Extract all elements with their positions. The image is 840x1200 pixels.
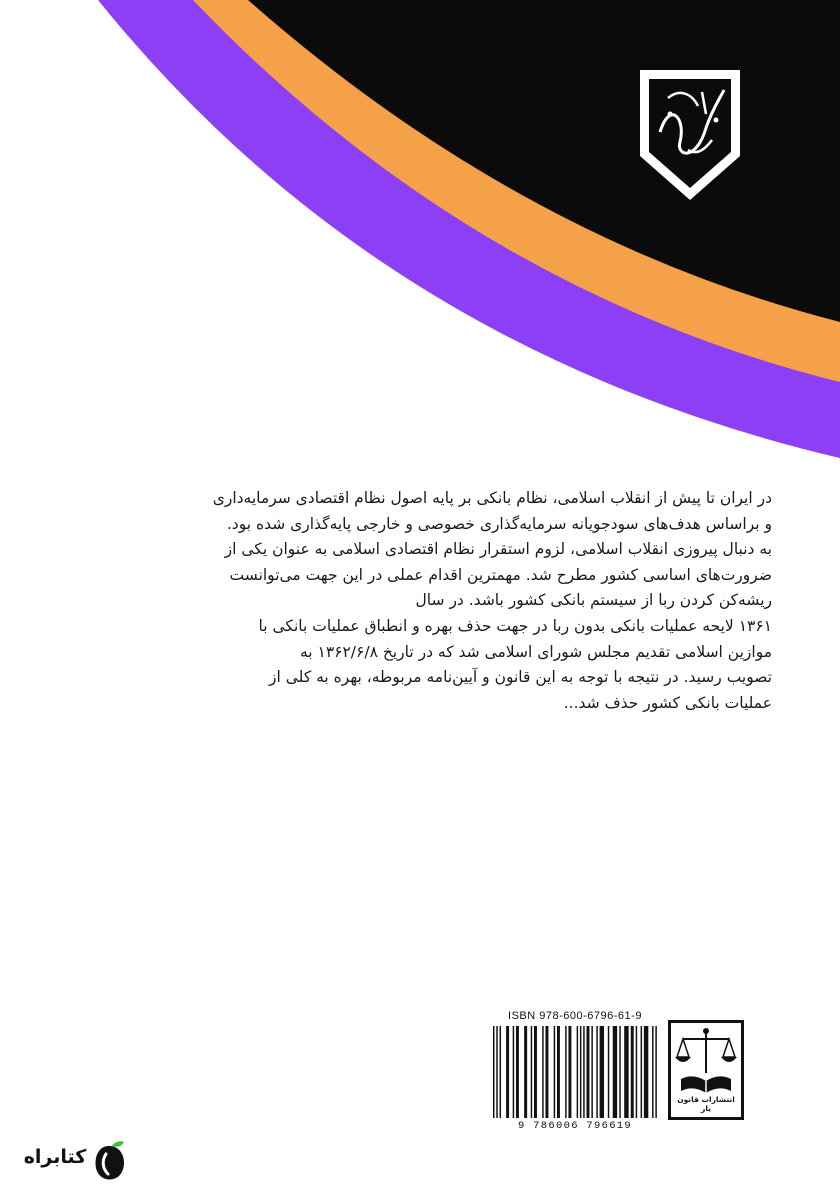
barcode-bar [624,1026,628,1118]
barcode [492,1026,658,1120]
barcode-bar [652,1026,653,1118]
publisher-logo [668,1020,744,1120]
barcode-bar [493,1026,494,1118]
barcode-bar [580,1026,581,1118]
barcode-bar [591,1026,592,1118]
barcode-bar [545,1026,548,1118]
isbn-barcode-block [484,1010,664,1138]
barcode-bar [534,1026,537,1118]
isbn-label: ISBN 978-600-6796-61-9 [508,1010,642,1022]
barcode-bar [557,1026,560,1118]
blurb-line: و براساس هدف‌های سودجویانه سرمایه‌گذاری خصوصی و خارجی پایه‌گذاری شده بود. [226,514,772,533]
barcode-bar [496,1026,497,1118]
barcode-digits: 9 786006 796619 [517,1120,632,1132]
store-logo [18,1138,130,1184]
barcode-bar [619,1026,620,1118]
barcode-bar [655,1026,656,1118]
barcode-bar [631,1026,634,1118]
blurb-line: ضرورت‌های اساسی کشور مطرح شد. مهمترین اقدام عملی در این جهت می‌توانست [229,565,772,584]
blurb-line: تصویب رسید. در نتیجه با توجه به این قانون و آیین‌نامه مربوطه، بهره به کلی از [269,668,772,687]
barcode-bar [636,1026,637,1118]
barcode-bar [586,1026,589,1118]
barcode-bar [506,1026,509,1118]
barcode-bar [596,1026,597,1118]
barcode-bar [554,1026,555,1118]
blurb-line: ۱۳۶۱ لایحه عملیات بانکی بدون ربا در جهت حذف بهره و انطباق عملیات بانکی با [258,616,772,635]
barcode-bar [500,1026,501,1118]
ketabrah-leaf-icon [92,1140,126,1182]
back-cover-blurb [62,486,772,716]
barcode-bar [608,1026,609,1118]
barcode-bar [644,1026,648,1118]
blurb-line: موازین اسلامی تقدیم مجلس شورای اسلامی شد که در تاریخ ۱۳۶۲/۶/۸ به [299,642,772,661]
barcode-bar [613,1026,617,1118]
barcode-bar [513,1026,514,1118]
barcode-bar [524,1026,527,1118]
barcode-bar [577,1026,578,1118]
publisher-name: انتشارات قانون یار [677,1095,735,1113]
barcode-bar [641,1026,642,1118]
barcode-bar [542,1026,543,1118]
barcode-bar [568,1026,571,1118]
barcode-bar [531,1026,532,1118]
blurb-line: در ایران تا پیش از انقلاب اسلامی، نظام بانکی بر پایه اصول نظام اقتصادی سرمایه‌داری [212,489,772,507]
blurb-line: ریشه‌کن کردن ربا از سیستم بانکی کشور باشد. در سال [415,591,772,610]
scales-of-justice-book-icon [671,1023,741,1103]
barcode-bar [600,1026,604,1118]
barcode-bar [516,1026,519,1118]
barcode-bar [583,1026,584,1118]
blurb-line: به دنبال پیروزی انقلاب اسلامی، لزوم استقرار نظام اقتصادی اسلامی به عنوان یکی از [224,540,772,559]
store-name: کتابراه [23,1146,87,1168]
barcode-bar [565,1026,566,1118]
blurb-line: عملیات بانکی کشور حذف شد... [563,693,772,712]
